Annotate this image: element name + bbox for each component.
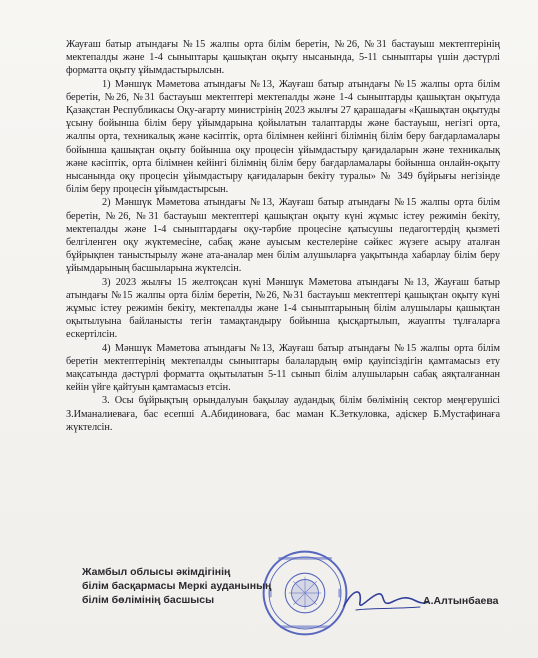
position-line-1: Жамбыл облысы әкімдігінің bbox=[82, 566, 231, 578]
handwritten-signature bbox=[340, 582, 430, 616]
document-body bbox=[66, 38, 500, 434]
signatory-name: А.Алтынбаева bbox=[423, 595, 499, 607]
paragraph-item-1: 1) Мәншүк Мәметова атындағы №13, Жауғаш батыр атындағы №15 жалпы орта білім беретін, №26, №31 бастауыш мектептері мектепалды және 1-4 сыныптарды қашықтан оқытуда Қазақстан Республикасы Оқу-ағарту министрінің 2023 жылғы 27 қарашадағы «Қашықтан оқытуды ұсыну бойынша білім беру ұйымдарына қойылатын талаптарды және бастауыш, негізгі орта, жалпы орта, техникалық және кәсіптік, орта білімнен кейінгі білімнің білім беру бағдарламалары бойынша қашықтан оқыту бойынша оқу процесін ұйымдастыру қағидаларын және техникалық және кәсіптік, орта білімнен кейінгі білімнің білім беру бағдарламалары бойынша онлайн-оқыту нысанында оқу процесін ұйымдастыру қағидаларын бекіту туралы» № 349 бұйрығы негізінде білім беру процесін ұйымдастырсын. bbox=[66, 78, 500, 196]
paragraph-item-3: 3) 2023 жылғы 15 желтоқсан күні Мәншүк Мәметова атындағы №13, Жауғаш батыр атындағы №15 жалпы орта білім беретін, №26, №31 бастауыш мектептері қашықтан оқыту күні жұмыс істеу режимін бекіту, мектепалды және 1-4 сыныптарының білім алушылары қашықтан оқытылуына байланысты тегін тамақтандыру бойынша қысқартылып, жауапты тұлғаларға ескертілсін. bbox=[66, 276, 500, 341]
position-line-2: білім басқармасы Меркі ауданының bbox=[82, 580, 272, 592]
signatory-position bbox=[82, 565, 271, 607]
paragraph-control: 3. Осы бұйрықтың орындалуын бақылау аудандық білім бөлімінің сектор меңгерушісі З.Иманалиеваға, бас есепші А.Абидиноваға, бас маман К.Зеткуловка, әдіскер Б.Мустафинаға жүктелсін. bbox=[66, 395, 500, 433]
paragraph-item-4: 4) Мәншүк Мәметова атындағы №13, Жауғаш батыр атындағы №15 жалпы орта білім беретін мектептерінің мектепалды сыныптары балалардың өмір қауіпсіздігін қамтамасыз ету мақсатында дәстүрлі форматта оқытылатын 5-11 сынып білім алушыларын сабақ аяқталғаннан кейін үйге қайтуын қамтамасыз етсін. bbox=[66, 342, 500, 394]
paragraph-intro: Жауғаш батыр атындағы №15 жалпы орта білім беретін, №26, №31 бастауыш мектептерінің мектепалды және 1-4 сыныптары қашықтан оқыту нысанында, 5-11 сыныптары үшін дәстүрлі форматта оқыту ұйымдастырылсын. bbox=[66, 39, 500, 77]
official-seal bbox=[260, 548, 350, 638]
position-line-3: білім бөлімінің басшысы bbox=[82, 594, 215, 606]
paragraph-item-2: 2) Мәншүк Мәметова атындағы №13, Жауғаш батыр атындағы №15 жалпы орта білім беретін, №26, №31 бастауыш мектептері қашықтан оқыту күні жұмыс істеу режимін бекіту, мектепалды және 1-4 сыныптардағы оқу-тәрбие процесіне қатысушы педагогтердің қызметі белгіленген оқу жүктемесіне, сабақ және ауысым кестелеріне сәйкес жүзеге асыру аталған бұйрықпен таныстырылу және ата-аналар мен білім алушыларға уақытында хабарлау білім беру ұйымдарының басшыларына жүктелсін. bbox=[66, 197, 500, 275]
